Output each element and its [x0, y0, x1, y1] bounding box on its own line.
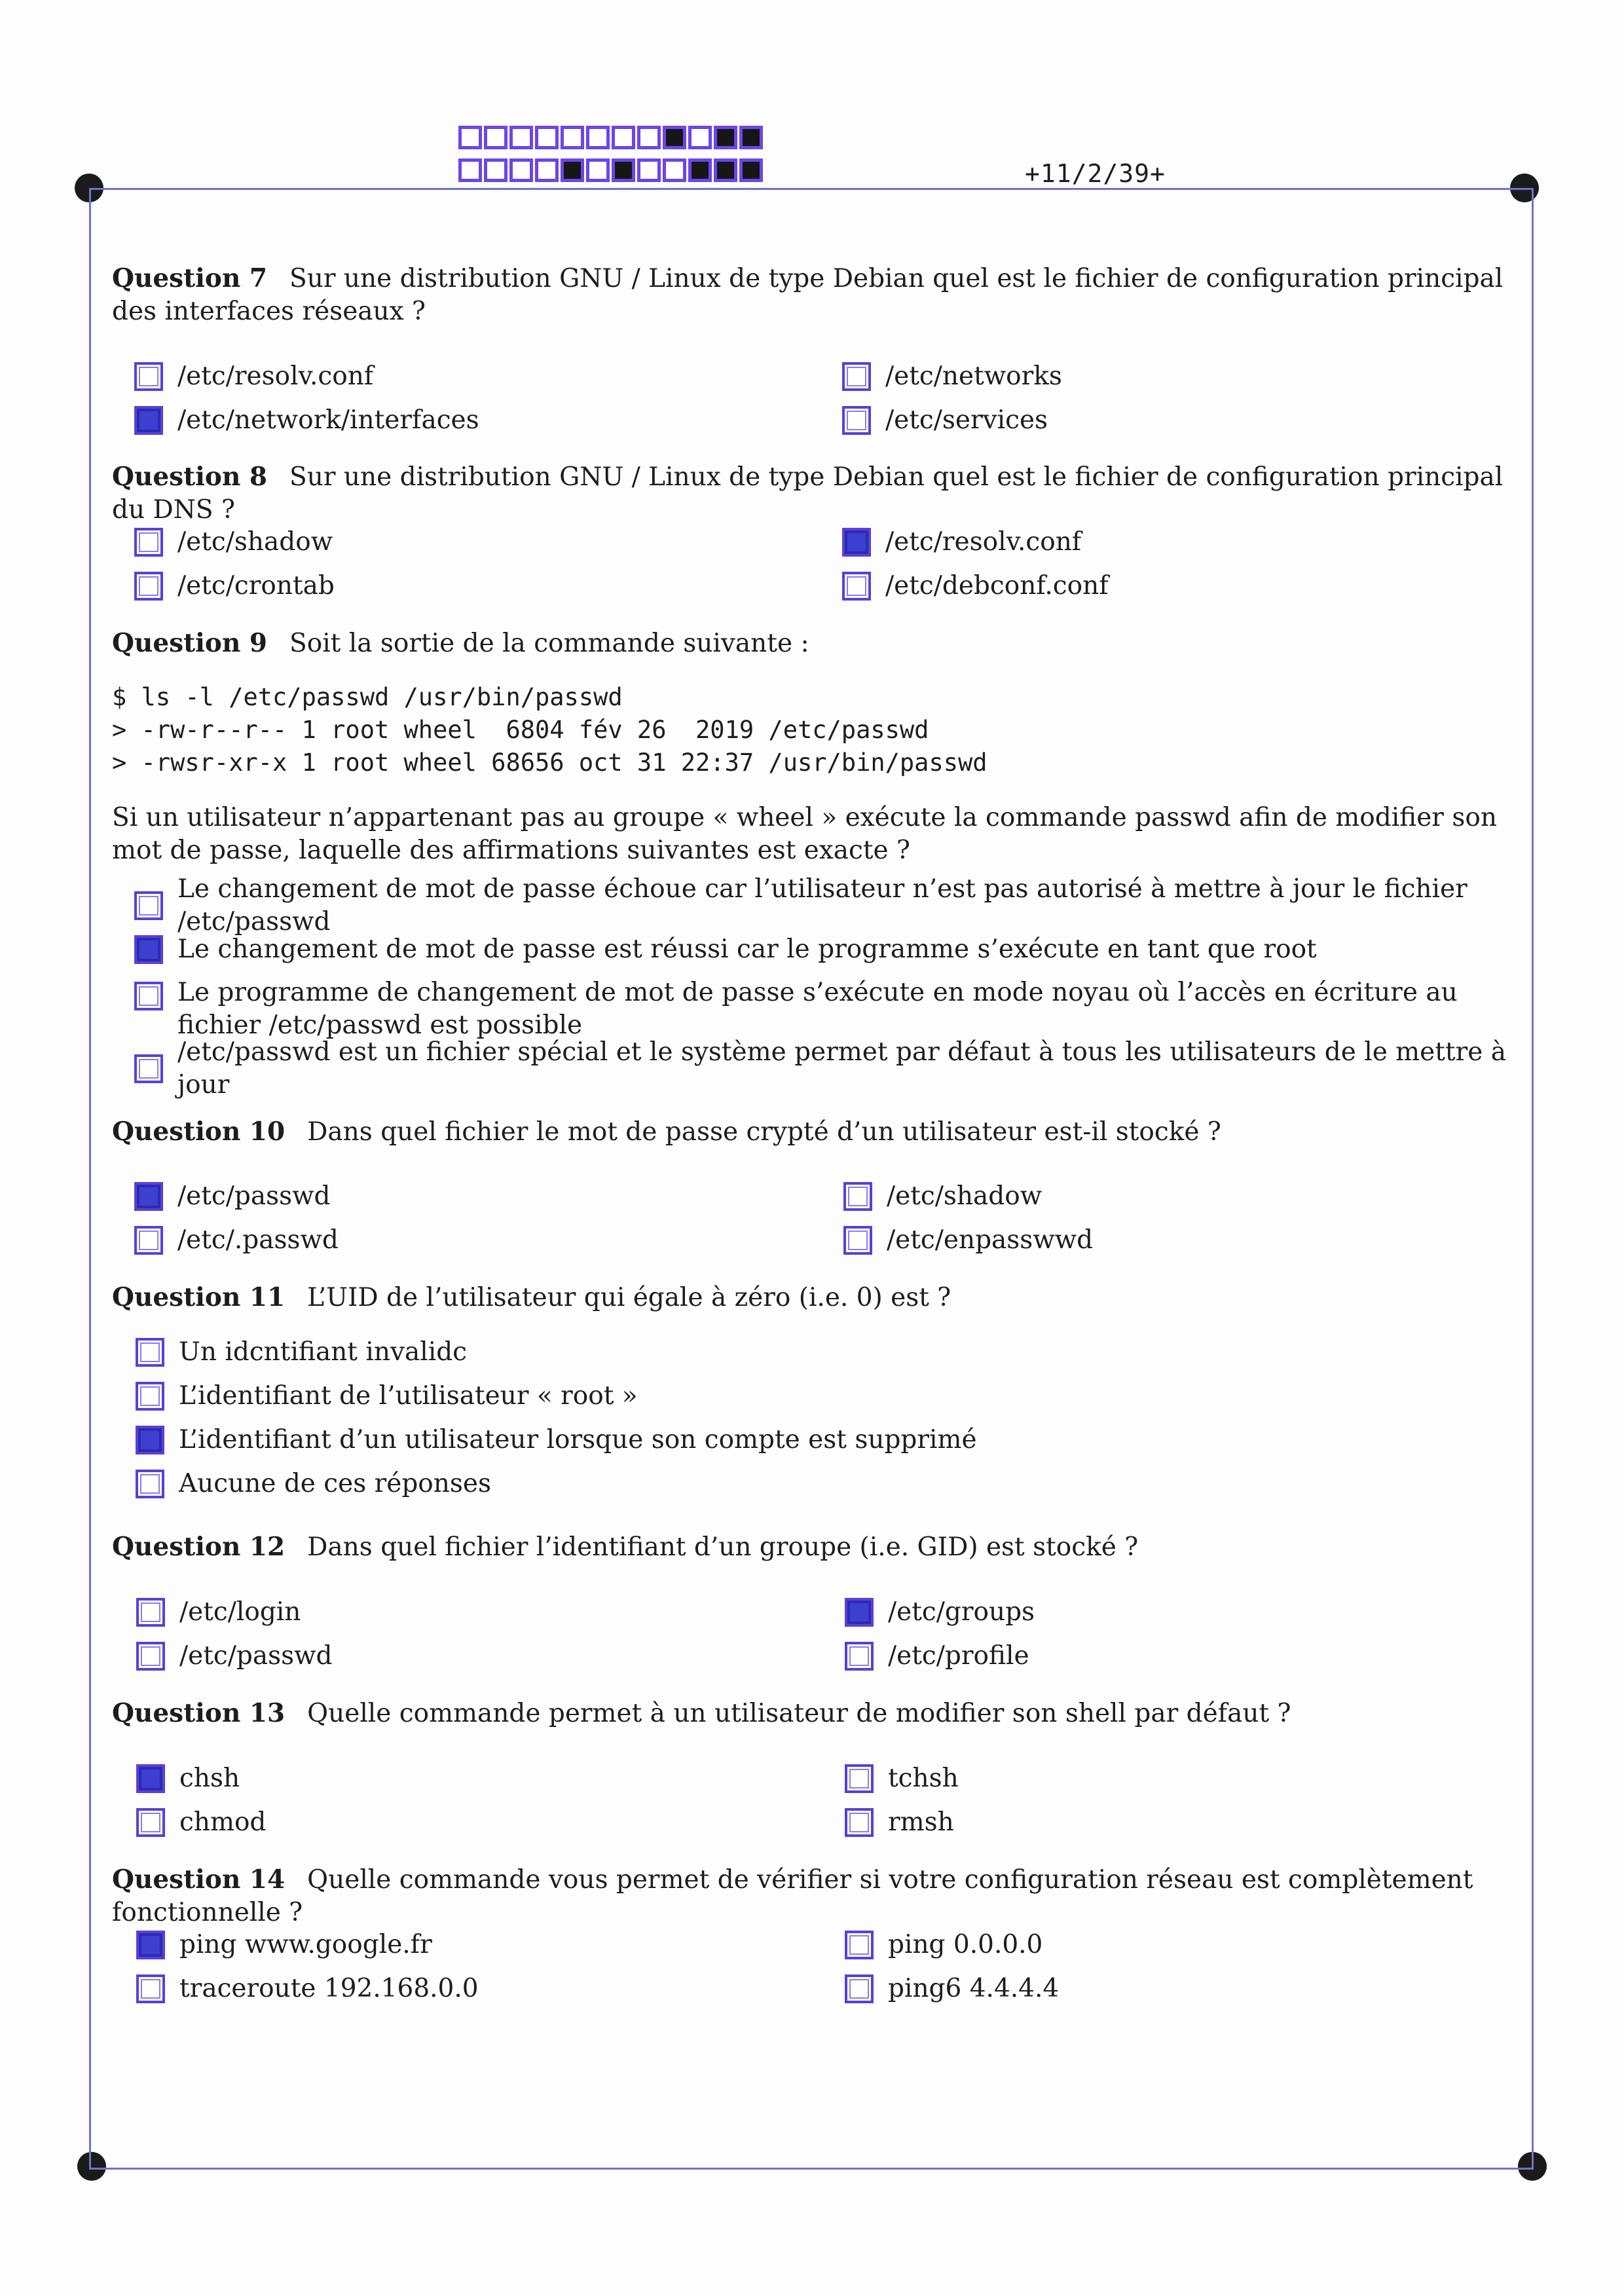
page-id: +11/2/39+ — [1025, 159, 1166, 188]
answer-label: ping6 4.4.4.4 — [888, 1974, 1060, 2003]
barcode-cell-empty — [637, 158, 661, 182]
checkbox[interactable] — [842, 406, 871, 435]
checkbox[interactable] — [136, 1642, 165, 1671]
checkbox[interactable] — [845, 1764, 874, 1793]
checkbox[interactable] — [845, 1974, 874, 2003]
answer-label: /etc/crontab — [177, 571, 335, 601]
checkbox[interactable] — [842, 362, 871, 391]
checkbox-checked[interactable] — [136, 1764, 165, 1793]
checkbox[interactable] — [845, 1808, 874, 1837]
q9-answer-1[interactable] — [134, 874, 1509, 936]
checkbox[interactable] — [134, 572, 163, 601]
checkbox[interactable] — [842, 572, 871, 601]
checkbox[interactable] — [136, 1598, 165, 1627]
question-text: Quelle commande vous permet de vérifier si votre configuration réseau est complètement fonctionnelle ? — [112, 1865, 1473, 1927]
q13-answer-2[interactable] — [845, 1759, 959, 1798]
answer-label: ping 0.0.0.0 — [888, 1930, 1043, 1959]
answer-label: /etc/debconf.conf — [885, 571, 1109, 601]
checkbox[interactable] — [134, 528, 163, 557]
barcode-cell-empty — [535, 126, 559, 149]
barcode-cell-empty — [458, 158, 482, 182]
checkbox[interactable] — [134, 362, 163, 391]
answer-label: Aucune de ces réponses — [179, 1469, 492, 1498]
barcode-cell-empty — [586, 158, 610, 182]
answer-label: Un idcntifiant invalidc — [179, 1337, 468, 1367]
code-line: > -rwsr-xr-x 1 root wheel 68656 oct 31 22:37 /usr/bin/passwd — [112, 749, 987, 777]
question-9-followup: Si un utilisateur n’appartenant pas au groupe « wheel » exécute la commande passwd afin de modifier son mot de passe, laquelle des affirmations suivantes est exacte ? — [112, 803, 1497, 865]
barcode-top-row — [458, 126, 765, 149]
answer-label: chsh — [179, 1764, 240, 1793]
code-line: $ ls -l /etc/passwd /usr/bin/passwd — [112, 683, 623, 711]
checkbox[interactable] — [134, 891, 163, 920]
answer-label: /etc/login — [179, 1597, 301, 1627]
answer-label: /etc/groups — [888, 1597, 1035, 1627]
barcode-cell-filled — [714, 126, 737, 149]
q8-answer-2[interactable] — [842, 523, 1081, 562]
barcode-cell-filled — [739, 158, 763, 182]
question-7-heading — [112, 262, 1513, 328]
barcode-cell-empty — [484, 126, 507, 149]
question-number: Question 12 — [112, 1532, 286, 1562]
question-10-heading — [112, 1115, 1513, 1149]
q7-answer-3[interactable] — [134, 401, 479, 440]
q10-answer-4[interactable] — [843, 1221, 1093, 1260]
q11-answer-2[interactable] — [136, 1377, 638, 1416]
question-number: Question 14 — [112, 1864, 286, 1895]
q13-answer-4[interactable] — [845, 1803, 954, 1842]
question-number: Question 10 — [112, 1117, 286, 1147]
question-text: Dans quel fichier l’identifiant d’un groupe (i.e. GID) est stocké ? — [307, 1532, 1139, 1562]
question-11-heading — [112, 1281, 1513, 1314]
q14-answer-3[interactable] — [136, 1969, 479, 2009]
answer-label: /etc/passwd — [177, 1181, 331, 1211]
answer-label: /etc/resolv.conf — [177, 361, 374, 391]
checkbox-checked[interactable] — [134, 1182, 163, 1211]
answer-label: chmod — [179, 1807, 267, 1837]
checkbox[interactable] — [134, 1054, 163, 1083]
question-9-heading — [112, 627, 1513, 660]
checkbox[interactable] — [843, 1226, 872, 1255]
q13-answer-1[interactable] — [136, 1759, 240, 1798]
checkbox[interactable] — [134, 1226, 163, 1255]
question-number: Question 11 — [112, 1282, 286, 1312]
question-text: Dans quel fichier le mot de passe crypté d’un utilisateur est-il stocké ? — [307, 1117, 1221, 1147]
question-text: Sur une distribution GNU / Linux de type Debian quel est le fichier de configuration principal des interfaces réseaux ? — [112, 264, 1504, 326]
barcode-cell-empty — [637, 126, 661, 149]
answer-label: L’identifiant d’un utilisateur lorsque son compte est supprimé — [179, 1425, 977, 1454]
q14-answer-1[interactable] — [136, 1925, 432, 1965]
q14-answer-2[interactable] — [845, 1925, 1043, 1965]
q11-answer-1[interactable] — [136, 1333, 467, 1372]
barcode-cell-filled — [663, 126, 686, 149]
checkbox-checked[interactable] — [136, 1931, 165, 1959]
q10-answer-1[interactable] — [134, 1177, 330, 1216]
answer-label: /etc/passwd — [179, 1641, 333, 1671]
q10-answer-3[interactable] — [134, 1221, 339, 1260]
answer-label: Le programme de changement de mot de passe s’exécute en mode noyau où l’accès en écriture au fichier /etc/passwd est possible — [177, 978, 1458, 1040]
q9-answer-2[interactable] — [134, 930, 1509, 969]
barcode-cell-empty — [663, 158, 686, 182]
checkbox[interactable] — [136, 1974, 165, 2003]
question-number: Question 9 — [112, 628, 268, 658]
barcode-cell-filled — [688, 158, 712, 182]
checkbox-checked[interactable] — [134, 406, 163, 435]
checkbox[interactable] — [136, 1338, 164, 1367]
q11-answer-4[interactable] — [136, 1464, 491, 1504]
q12-answer-2[interactable] — [845, 1593, 1035, 1632]
checkbox-checked[interactable] — [134, 935, 163, 964]
question-13-heading — [112, 1697, 1513, 1730]
answer-label: /etc/enpasswwd — [887, 1225, 1094, 1255]
answer-label: Le changement de mot de passe est réussi car le programme s’exécute en tant que root — [177, 935, 1317, 964]
answer-label: /etc/passwd est un fichier spécial et le système permet par défaut à tous les utilisateurs de le mettre à jour — [177, 1037, 1506, 1100]
answer-label: /etc/shadow — [887, 1181, 1043, 1211]
checkbox[interactable] — [136, 1382, 164, 1411]
barcode-cell-filled — [739, 126, 763, 149]
answer-label: Le changement de mot de passe échoue car l’utilisateur n’est pas autorisé à mettre à jour le fichier /etc/passwd — [177, 874, 1467, 936]
checkbox[interactable] — [136, 1808, 165, 1837]
question-text: Quelle commande permet à un utilisateur de modifier son shell par défaut ? — [307, 1699, 1291, 1728]
barcode-cell-empty — [484, 158, 507, 182]
answer-label: /etc/shadow — [177, 527, 333, 557]
checkbox-checked[interactable] — [845, 1598, 874, 1627]
q7-answer-1[interactable] — [134, 357, 373, 396]
q11-answer-3[interactable] — [136, 1420, 977, 1460]
barcode-cell-empty — [509, 158, 533, 182]
question-number: Question 8 — [112, 462, 268, 492]
question-number: Question 13 — [112, 1698, 286, 1728]
q14-answer-4[interactable] — [845, 1969, 1059, 2009]
command-output-block — [112, 681, 987, 779]
q8-answer-1[interactable] — [134, 523, 333, 562]
q7-answer-2[interactable] — [842, 357, 1062, 396]
answer-label: /etc/networks — [885, 361, 1062, 391]
question-text: Sur une distribution GNU / Linux de type Debian quel est le fichier de configuration principal du DNS ? — [112, 462, 1504, 525]
q12-answer-4[interactable] — [845, 1637, 1029, 1676]
q10-answer-2[interactable] — [843, 1177, 1042, 1216]
code-line: > -rw-r--r-- 1 root wheel 6804 fév 26 2019 /etc/passwd — [112, 716, 929, 744]
question-number: Question 7 — [112, 263, 268, 293]
barcode-cell-empty — [535, 158, 559, 182]
q9-answer-4[interactable] — [134, 1037, 1509, 1100]
barcode-cell-filled — [714, 158, 737, 182]
answer-label: /etc/resolv.conf — [885, 527, 1082, 557]
checkbox[interactable] — [134, 982, 163, 1010]
answer-label: /etc/network/interfaces — [177, 405, 479, 435]
checkbox[interactable] — [845, 1642, 874, 1671]
question-8-heading — [112, 460, 1513, 527]
barcode-cell-empty — [688, 126, 712, 149]
barcode-cell-empty — [586, 126, 610, 149]
barcode-cell-empty — [561, 126, 584, 149]
answer-label: L’identifiant de l’utilisateur « root » — [179, 1381, 638, 1411]
checkbox-checked[interactable] — [842, 528, 871, 557]
q12-answer-1[interactable] — [136, 1593, 301, 1632]
barcode-cell-filled — [561, 158, 584, 182]
checkbox[interactable] — [845, 1931, 874, 1959]
answer-label: /etc/services — [885, 405, 1048, 435]
q8-answer-4[interactable] — [842, 566, 1109, 606]
q13-answer-3[interactable] — [136, 1803, 266, 1842]
answer-label: /etc/.passwd — [177, 1225, 339, 1255]
answer-label: traceroute 192.168.0.0 — [179, 1974, 479, 2003]
barcode-cell-filled — [612, 158, 635, 182]
barcode-cell-empty — [458, 126, 482, 149]
answer-label: /etc/profile — [888, 1641, 1029, 1671]
q8-answer-3[interactable] — [134, 566, 335, 606]
barcode-bottom-row — [458, 158, 765, 182]
answer-label: ping www.google.fr — [179, 1930, 432, 1959]
q12-answer-3[interactable] — [136, 1637, 332, 1676]
barcode-cell-empty — [612, 126, 635, 149]
q7-answer-4[interactable] — [842, 401, 1048, 440]
question-12-heading — [112, 1530, 1513, 1564]
checkbox[interactable] — [843, 1182, 872, 1211]
question-text: Soit la sortie de la commande suivante : — [289, 629, 809, 658]
question-14-heading — [112, 1863, 1513, 1929]
checkbox[interactable] — [136, 1470, 164, 1498]
checkbox-checked[interactable] — [136, 1426, 164, 1454]
answer-label: rmsh — [888, 1807, 954, 1837]
answer-label: tchsh — [888, 1764, 959, 1793]
barcode-cell-empty — [509, 126, 533, 149]
question-text: L’UID de l’utilisateur qui égale à zéro (i.e. 0) est ? — [307, 1283, 951, 1312]
